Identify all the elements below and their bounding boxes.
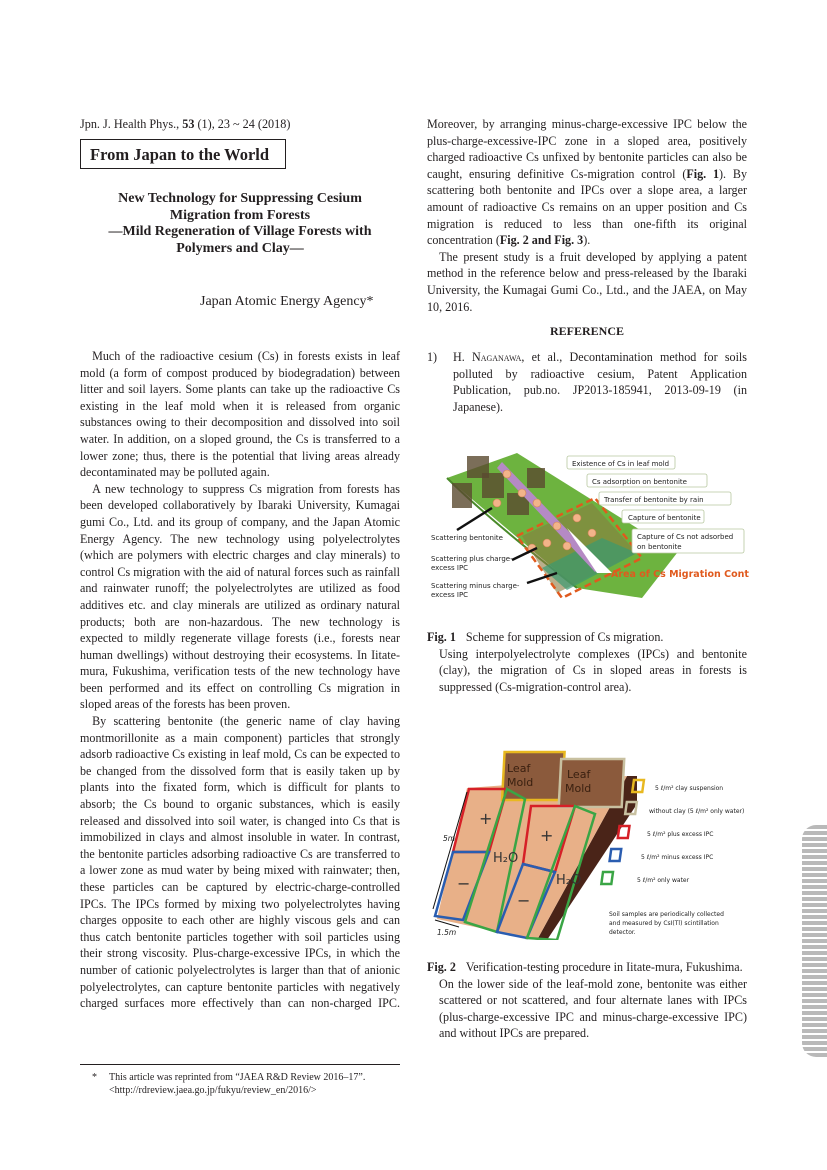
note-line: detector.: [609, 929, 636, 936]
lane-symbol: +: [479, 809, 493, 828]
paragraph: The present study is a fruit developed by applying a patent method in the reference below and press-released by the Ibaraki University, the Kumagai Gumi Co., Ltd., and the JAEA, on May 10, 2016.: [427, 249, 747, 314]
callout-label: Existence of Cs in leaf mold: [572, 460, 670, 468]
text-run: ). By scattering both bentonite and IPCs over a slope area, a larger amount of radioactive Cs remains on an upper position and Cs migration is reduced to less than one-fifth its original concentration (: [427, 166, 747, 248]
note-line: Soil samples are periodically collected: [609, 911, 724, 918]
figure-label: Fig. 1: [427, 630, 456, 644]
author-initial: H.: [453, 350, 472, 364]
article-title: [90, 191, 390, 257]
legend-label: 5 ℓ/m² minus excess IPC: [641, 854, 714, 861]
thumb-index-tab: [802, 825, 827, 1057]
lane-symbol: H₂O: [493, 851, 519, 866]
figure-2-caption: [427, 959, 747, 1042]
title-line: —Mild Regeneration of Village Forests with: [108, 224, 372, 240]
legend-label: without clay (5 ℓ/m² only water): [649, 808, 745, 815]
volume: 53: [182, 117, 195, 131]
right-column: [427, 116, 747, 315]
left-label: Scattering plus charge-: [431, 555, 513, 563]
figure-label: Fig. 2: [427, 960, 456, 974]
caption-body: On the lower side of the leaf-mold zone, bentonite was either scattered or not scattered, and four alternate lanes with IPCs (plus-charge-excessive IPC and minus-charge-excessive IPC) and without IPCs are prepared.: [439, 976, 747, 1041]
lane-symbol: −: [457, 874, 471, 893]
lane-symbol: H₂O: [556, 873, 582, 888]
legend-label: 5 ℓ/m² only water: [637, 877, 690, 884]
left-label: excess IPC: [431, 564, 469, 572]
footnote: [92, 1071, 365, 1097]
journal-citation: [80, 117, 290, 132]
footnote-marker: *: [92, 1072, 97, 1083]
note-line: and measured by CsI(Tl) scintillation: [609, 920, 719, 927]
series-title-box: From Japan to the World: [80, 139, 286, 169]
fig1-reference[interactable]: Fig. 1: [686, 166, 720, 181]
reference-number: 1): [427, 350, 438, 364]
caption-title: Scheme for suppression of Cs migration.: [465, 630, 664, 644]
leaf-mold-label: Mold: [507, 776, 534, 789]
length-dimension: 5m: [443, 834, 456, 843]
title-line: Migration from Forests: [169, 207, 311, 223]
left-label: Scattering bentonite: [431, 534, 503, 542]
paragraph: [427, 116, 747, 249]
width-dimension: 1.5m: [437, 928, 457, 937]
author-affiliation: Japan Atomic Energy Agency*: [200, 294, 374, 309]
area-label: Area of Cs Migration Control: [611, 569, 749, 580]
text-run: ).: [583, 233, 591, 248]
paragraph: A new technology to suppress Cs migration from forests has been developed collaboratively by Ibaraki University, Kumagai gumi Co., Ltd. and its group of company, and the Japan Atomic Energy Agency. The new technology using polyelectrolytes (which are polymers with electric charges and clay minerals) to control Cs migration with the aid of natural forces such as rainfall and rainwater runoff; the polyelectrolytes are utilized as food additives etc. and clay minerals are utilized as ordinary natural products; both are non-hazardous. The new technology is expected to mildly regenerate village forests (i.e., forests near human dwellings) without destroying their ecosystems. In Iitate-mura, Fukushima, verification tests of the new technology have been performed and its effect on controlling Cs migration in sloped areas of the forests has been proven.: [80, 481, 400, 712]
leaf-mold-label: Leaf: [567, 768, 591, 781]
callout-label: on bentonite: [637, 543, 682, 551]
left-label: Scattering minus charge-: [431, 582, 520, 590]
figure-1-caption: [427, 629, 747, 695]
callout-label: Transfer of bentonite by rain: [604, 496, 704, 504]
title-line: Polymers and Clay—: [176, 240, 304, 256]
issue-pages-year: (1), 23 ~ 24 (2018): [194, 117, 291, 131]
legend-label: 5 ℓ/m² plus excess IPC: [647, 831, 714, 838]
text-run: Moreover, by arranging minus-charge-excessive IPC below the plus-charge-excessive-IPC zone in a sloped area, positively charged radioactive Cs unfixed by bentonite particles can also be caught, ensuring definitive Cs-migration control (: [427, 117, 747, 181]
callout-label: Capture of Cs not adsorbed: [637, 533, 734, 541]
footnote-divider: [80, 1064, 400, 1065]
caption-title: Verification-testing procedure in Iitate-mura, Fukushima.: [465, 960, 743, 974]
fig23-reference[interactable]: Fig. 2 and Fig. 3: [499, 233, 584, 248]
reference-rest: , et al., Decontamination method for soils polluted by radioactive cesium, Patent Application Publication, pub.no. JP2013-185941, 2013-09-19 (in Japanese).: [453, 350, 747, 414]
reference-heading: REFERENCE: [549, 324, 624, 338]
callout-label: Cs adsorption on bentonite: [592, 478, 687, 486]
callout-label: Capture of bentonite: [628, 514, 701, 522]
reference-text: [453, 349, 747, 415]
lane-symbol: −: [517, 891, 531, 910]
leaf-mold-label: Leaf: [507, 762, 531, 775]
paragraph: Much of the radioactive cesium (Cs) in forests exists in leaf mold (a form of compost produced by biodegradation) between litter and soil layers. Some plants can take up the radioactive Cs existing in the leaf mold when it is released from organic substances owing to their decomposition and dissolved into soil water. In addition, on a sloped ground, the Cs is transferred to a lower zone; thus, there is the potential that living areas already decontaminated may be polluted again.: [80, 349, 400, 480]
left-label: excess IPC: [431, 591, 469, 598]
author-surname: Naganawa: [471, 350, 522, 364]
footnote-url[interactable]: <http://rdreview.jaea.go.jp/fukyu/review_en/2016/>: [109, 1085, 317, 1096]
leaf-mold-label: Mold: [565, 782, 592, 795]
reference-item: [427, 349, 747, 415]
legend-label: 5 ℓ/m² clay suspension: [655, 785, 724, 792]
footnote-text: This article was reprinted from “JAEA R&D Review 2016–17”.: [109, 1072, 366, 1083]
figure-1-diagram: [427, 448, 749, 598]
title-line: New Technology for Suppressing Cesium: [118, 191, 362, 206]
journal-name: Jpn. J. Health Phys.,: [80, 117, 183, 131]
figure-2-diagram: [427, 744, 749, 940]
caption-body: Using interpolyelectrolyte complexes (IPCs) and bentonite (clay), the migration of Cs in sloped areas in forests is suppressed (Cs-migration-control area).: [439, 646, 747, 694]
left-column: [80, 348, 400, 1012]
lane-symbol: +: [540, 826, 554, 845]
paragraph: By scattering bentonite (the generic name of clay having montmorillonite as a main component) particles that strongly adsorb radioactive Cs existing in leaf mold, Cs can be expected to be changed from the dissolved form that is easily taken up by plants into the fixated form, which is difficult for plants to absorb; the Cs bound to organic substances, which is easily released and dissolved into soil water, is changed into Cs that is immobilized in clays and almost insoluble in water. In contrast, the bentonite particles adsorbing radioactive Cs are transferred to a lower zone as mud water by being mixed with rainwater; then, these particles can be captured by electric-charge-controlled IPCs. The IPCs formed by mixing two polyelectrolytes having charges opposite to each other are highly viscous gels and can thus catch bentonite particles together with soil particles using their strong viscosity. Plus-charge-excessive IPCs, in which the number of cationic polyelectrolytes is larger than that of anionic polyelectrolytes, can capture bentonite particles with negatively charged surfaces more effectively than can non-charged IPC.: [80, 714, 400, 1011]
